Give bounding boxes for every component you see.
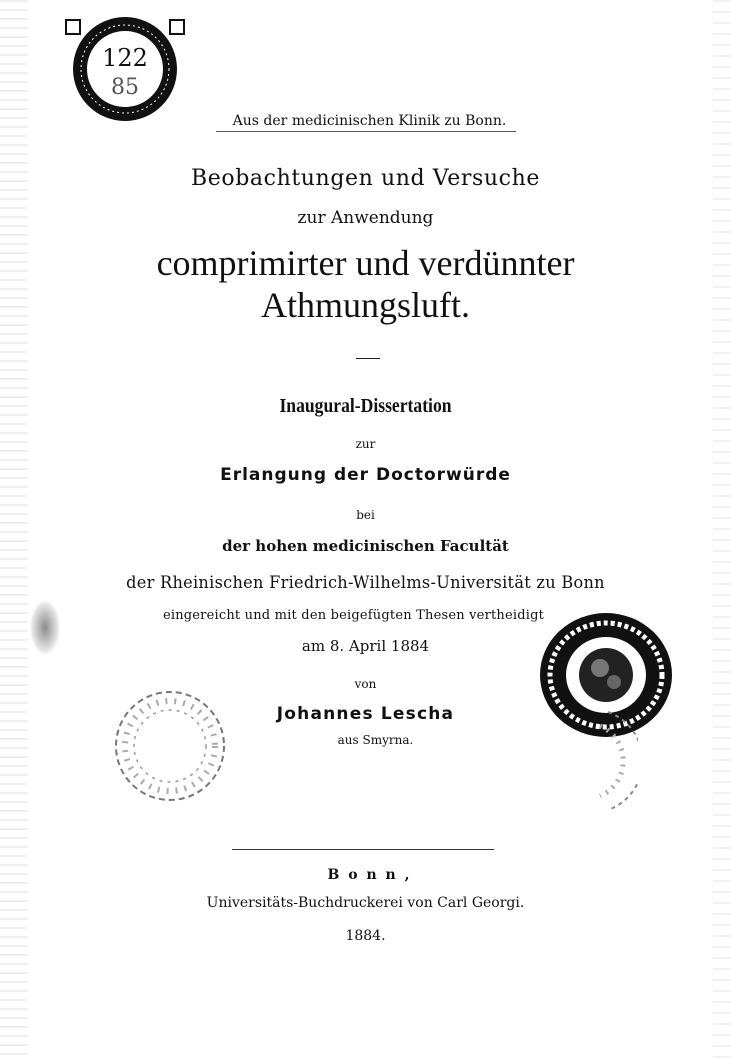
shelfmark-stamp	[60, 14, 190, 124]
dissertation-purpose: Erlangung der Doctorwürde	[220, 465, 511, 485]
title-line-4: Athmungsluft.	[260, 285, 470, 325]
institution-line: Aus der medicinischen Klinik zu Bonn.	[232, 113, 507, 129]
title-line-1: Beobachtungen und Versuche	[191, 166, 540, 191]
dissertation-university: der Rheinischen Friedrich-Wilhelms-Universität zu Bonn	[126, 573, 605, 593]
imprint-divider	[232, 849, 494, 850]
shelfmark-number: 122	[102, 44, 148, 72]
imprint-printer: Universitäts-Buchdruckerei von Carl Georgi.	[206, 895, 525, 911]
dissertation-date: am 8. April 1884	[301, 637, 430, 655]
dissertation-author: Johannes Lescha	[276, 704, 455, 724]
title-line-3: comprimirter und verdünnter	[156, 243, 575, 283]
title-divider	[356, 358, 380, 359]
dissertation-von: von	[354, 677, 377, 691]
dissertation-origin: aus Smyrna.	[337, 733, 414, 747]
dissertation-kind: Inaugural-Dissertation	[279, 395, 452, 417]
institution-underline	[216, 131, 516, 132]
title-line-2: zur Anwendung	[297, 208, 434, 228]
imprint-city: B o n n ,	[327, 867, 412, 883]
library-stamp-right	[548, 706, 638, 816]
library-stamp-left	[110, 686, 230, 806]
dissertation-zur: zur	[355, 437, 376, 451]
imprint-year: 1884.	[345, 928, 386, 944]
dissertation-faculty: der hohen medicinischen Facultät	[222, 537, 509, 555]
dissertation-submitted: eingereicht und mit den beigefügten Thesen vertheidigt	[162, 608, 545, 623]
shelfmark-subnumber: 85	[111, 75, 139, 100]
dissertation-bei: bei	[356, 508, 375, 522]
